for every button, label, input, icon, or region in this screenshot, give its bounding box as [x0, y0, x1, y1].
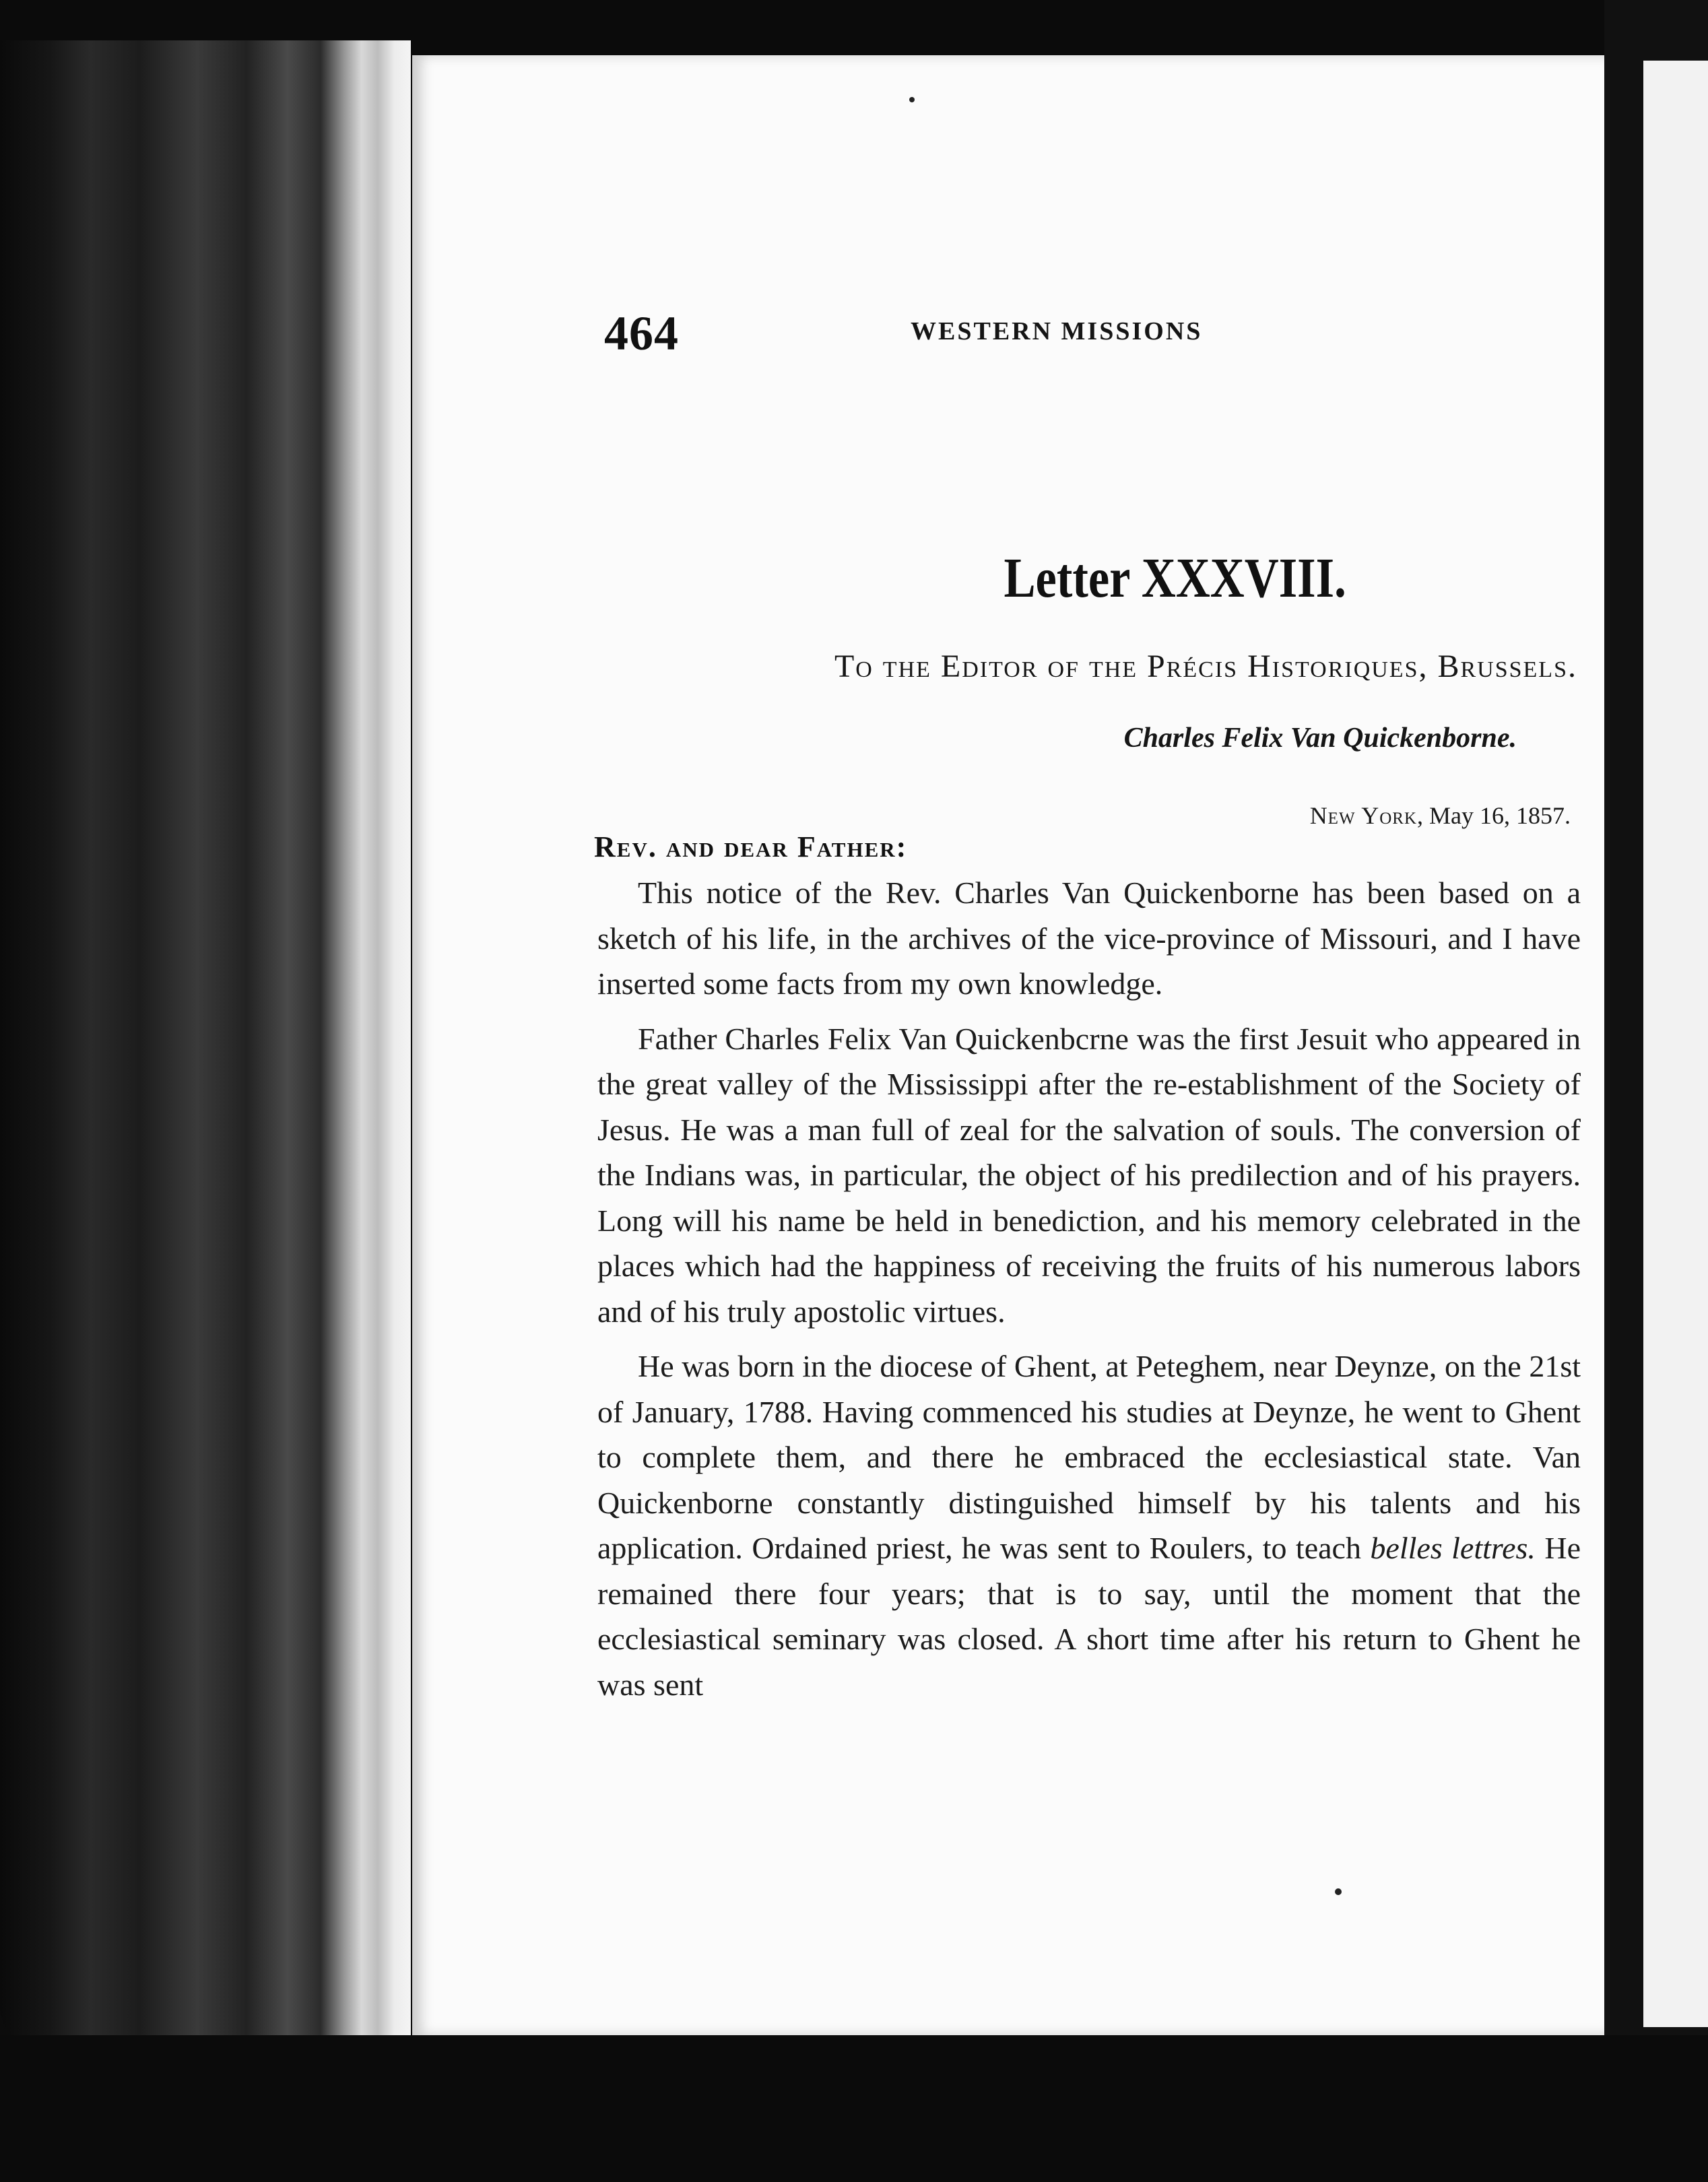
dateline [621, 801, 1571, 830]
dateline-date: , May 16, 1857. [1417, 802, 1571, 829]
paragraph-3-italic: belles lettres. [1370, 1531, 1536, 1565]
running-head [412, 306, 1604, 360]
dateline-place: New York [1309, 802, 1417, 829]
scan-bottom-border [0, 2035, 1708, 2182]
book-page [412, 55, 1604, 2035]
paragraph-3-part-a: He was born in the diocese of Ghent, at Peteghem, near Deynze, on the 21st of January, 1788. Having commenced his studies at Deynze, he went to Ghent to complete them, and there he embraced the ecclesiastical state. Van Quickenborne constantly distinguished himself by his talents and his application. Ordained priest, he was sent to Roulers, to teach [597, 1349, 1581, 1565]
letter-addressee: To the Editor of the Précis Historiques, Brussels. [834, 649, 1577, 684]
paragraph-2: Father Charles Felix Van Quickenbcrne was the first Jesuit who appeared in the great valley of the Mississippi after the re-establishment of the Society of Jesus. He was a man full of zeal for the salvation of souls. The conversion of the Indians was, in particular, the object of his predilection and of his prayers. Long will his name be held in benediction, and his memory celebrated in the places which had the happiness of receiving the fruits of his numerous labors and of his truly apostolic virtues. [597, 1021, 1581, 1329]
facing-page-strip [1643, 61, 1708, 2027]
salutation: Rev. and dear Father: [594, 830, 908, 863]
scan-speck [909, 97, 915, 102]
paragraph-1: This notice of the Rev. Charles Van Quickenborne has been based on a sketch of his life, in the archives of the vice-province of Missouri, and I have inserted some facts from my own knowledge. [597, 875, 1581, 1001]
book-page-edges [0, 40, 411, 2047]
letter-title: Letter XXXVIII. [1004, 547, 1346, 609]
paragraph-3 [597, 1344, 1581, 1707]
running-title: WESTERN MISSIONS [911, 317, 1203, 345]
scan-speck [1335, 1888, 1342, 1895]
letter-subject: Charles Felix Van Quickenborne. [1123, 723, 1517, 754]
page-number: 464 [604, 306, 679, 360]
letter-body [597, 870, 1581, 1717]
paragraph-3-part-b: He remained there four years; that is to say, until the moment that the ecclesiastical seminary was closed. A short time after his return to Ghent he was sent [597, 1531, 1581, 1702]
